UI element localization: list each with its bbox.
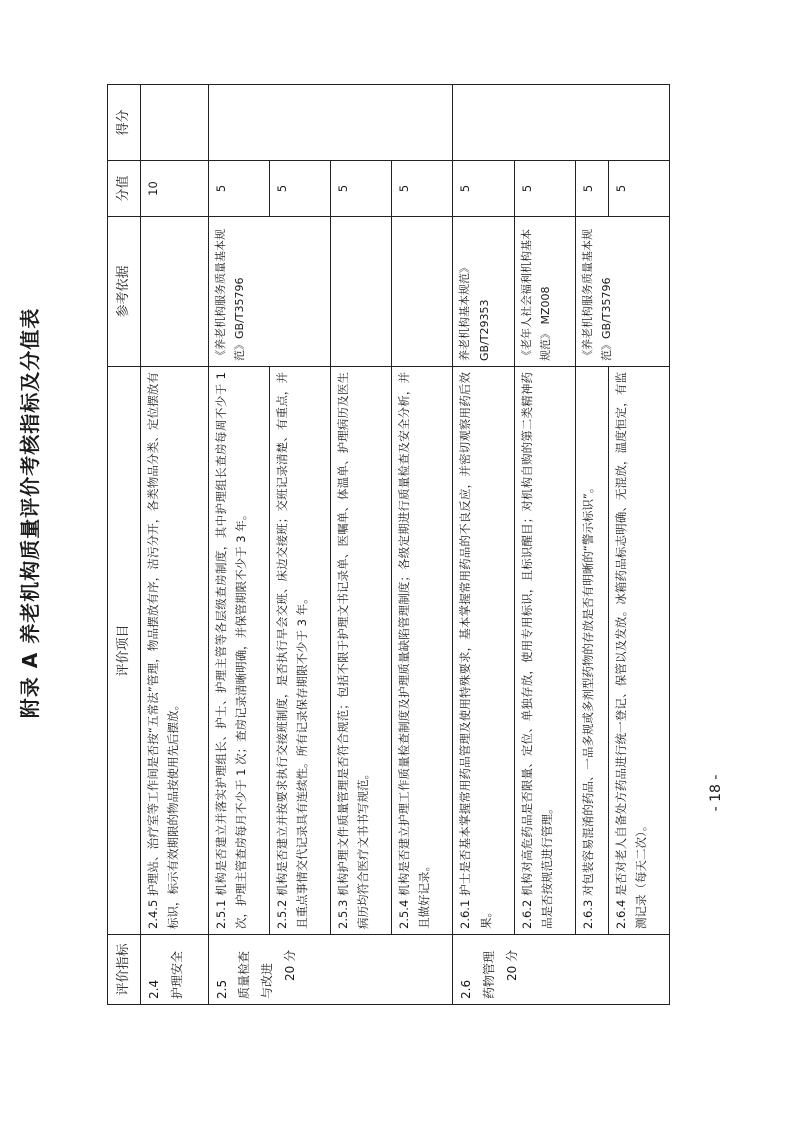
indicator-points: 20 分 — [282, 949, 297, 981]
item-cell: 2.5.3 机构护理文件质量管理是否符合规范；包括不限于护理文书记录单、医嘱单、体温单、护理病历及医生病历均符合医疗文书书写规范。 — [331, 367, 392, 935]
score-cell: 5 — [608, 161, 669, 217]
item-cell: 2.6.2 机构对高危药品是否限量、定位、单独存放，使用专用标识，且标识醒目；对机构自购的第二类精神药品是否按规范进行管理。 — [514, 367, 575, 935]
header-item: 评价项目 — [108, 367, 141, 935]
score-cell: 10 — [140, 161, 208, 217]
indicator-name: 质量检查与改进 — [237, 950, 275, 999]
indicator-code: 2.6 — [459, 979, 474, 999]
table-row — [575, 85, 608, 1005]
reference-cell — [392, 217, 453, 367]
indicator-name: 药物管理 — [482, 950, 497, 999]
item-cell: 2.6.1 护士是否基本掌握常用药品管理及使用特殊要求，基本掌握常用药品的不良反应，并密切观察用药后效果。 — [453, 367, 514, 935]
item-cell: 2.5.1 机构是否建立并落实护理组长、护士、护理主管等各层级查房制度，其中护理组长查房每周不少于 1 次，护理主管查房每月不少于 1 次；查房记录清晰明确，并保管期限不少于 3 年。 — [208, 367, 269, 935]
header-reference: 参考依据 — [108, 217, 141, 367]
reference-cell: 《养老机构服务质量基本规范》GB/T35796 — [208, 217, 330, 367]
obtained-cell — [208, 85, 453, 161]
header-score: 分值 — [108, 161, 141, 217]
table-row — [140, 85, 208, 1005]
item-cell: 2.4.5 护理站、治疗室等工作间是否按“五常法”管理，物品摆放有序，洁污分开，各类物品分类、定位摆放有标识，标示有效期限的物品按使用先后摆放。 — [140, 367, 208, 935]
obtained-cell — [453, 85, 670, 161]
evaluation-table — [107, 84, 670, 1005]
item-cell: 2.6.3 对包装容易混淆的药品、一品多规或多剂型药物的存放是否有明晰的“警示标识”。 — [575, 367, 608, 935]
indicator-points: 20 分 — [505, 949, 520, 981]
indicator-code: 2.5 — [214, 979, 229, 999]
reference-cell — [331, 217, 392, 367]
reference-cell: 养老机构基本规范》GB/T29353 — [453, 217, 514, 367]
score-cell: 5 — [392, 161, 453, 217]
indicator-cell — [140, 935, 208, 1005]
item-cell: 2.5.4 机构是否建立护理工作质量检查制度及护理质量缺陷管理制度；各级定期进行质量检查及安全分析，并且做好记录。 — [392, 367, 453, 935]
score-cell: 5 — [575, 161, 608, 217]
score-cell: 5 — [331, 161, 392, 217]
score-cell: 5 — [269, 161, 330, 217]
item-cell: 2.6.4 是否对老人自备处方药品进行统一登记、保管以及发放。冰箱药品标志明确、无混放，温度恒定，有监测记录（每天二次）。 — [608, 367, 669, 935]
reference-cell: 《养老机构服务质量基本规范》GB/T35796 — [575, 217, 669, 367]
page-number: - 18 - — [708, 774, 724, 812]
indicator-code: 2.4 — [146, 979, 161, 999]
page-title: 附录 A 养老机构质量评价考核指标及分值表 — [18, 307, 42, 719]
header-obtained: 得分 — [108, 85, 141, 161]
score-cell: 5 — [453, 161, 514, 217]
reference-cell: 《老年人社会福利机构基本规范》 MZ008 — [514, 217, 575, 367]
table-row — [392, 85, 453, 1005]
score-cell: 5 — [208, 161, 269, 217]
table-row — [453, 85, 514, 1005]
indicator-name: 护理安全 — [169, 950, 184, 999]
table-header-row — [108, 85, 141, 1005]
table-row — [208, 85, 269, 1005]
score-cell: 5 — [514, 161, 575, 217]
indicator-cell — [453, 935, 670, 1005]
item-cell: 2.5.2 机构是否建立并按要求执行交接班制度，是否执行早会交班、床边交接班；交班记录清楚、有重点，并且重点事情交代记录具有连续性。所有记录保存期限不少于 3 年。 — [269, 367, 330, 935]
indicator-cell — [208, 935, 453, 1005]
reference-cell — [140, 217, 208, 367]
header-indicator: 评价指标 — [108, 935, 141, 1005]
table-row — [331, 85, 392, 1005]
table-row — [514, 85, 575, 1005]
obtained-cell — [140, 85, 208, 161]
